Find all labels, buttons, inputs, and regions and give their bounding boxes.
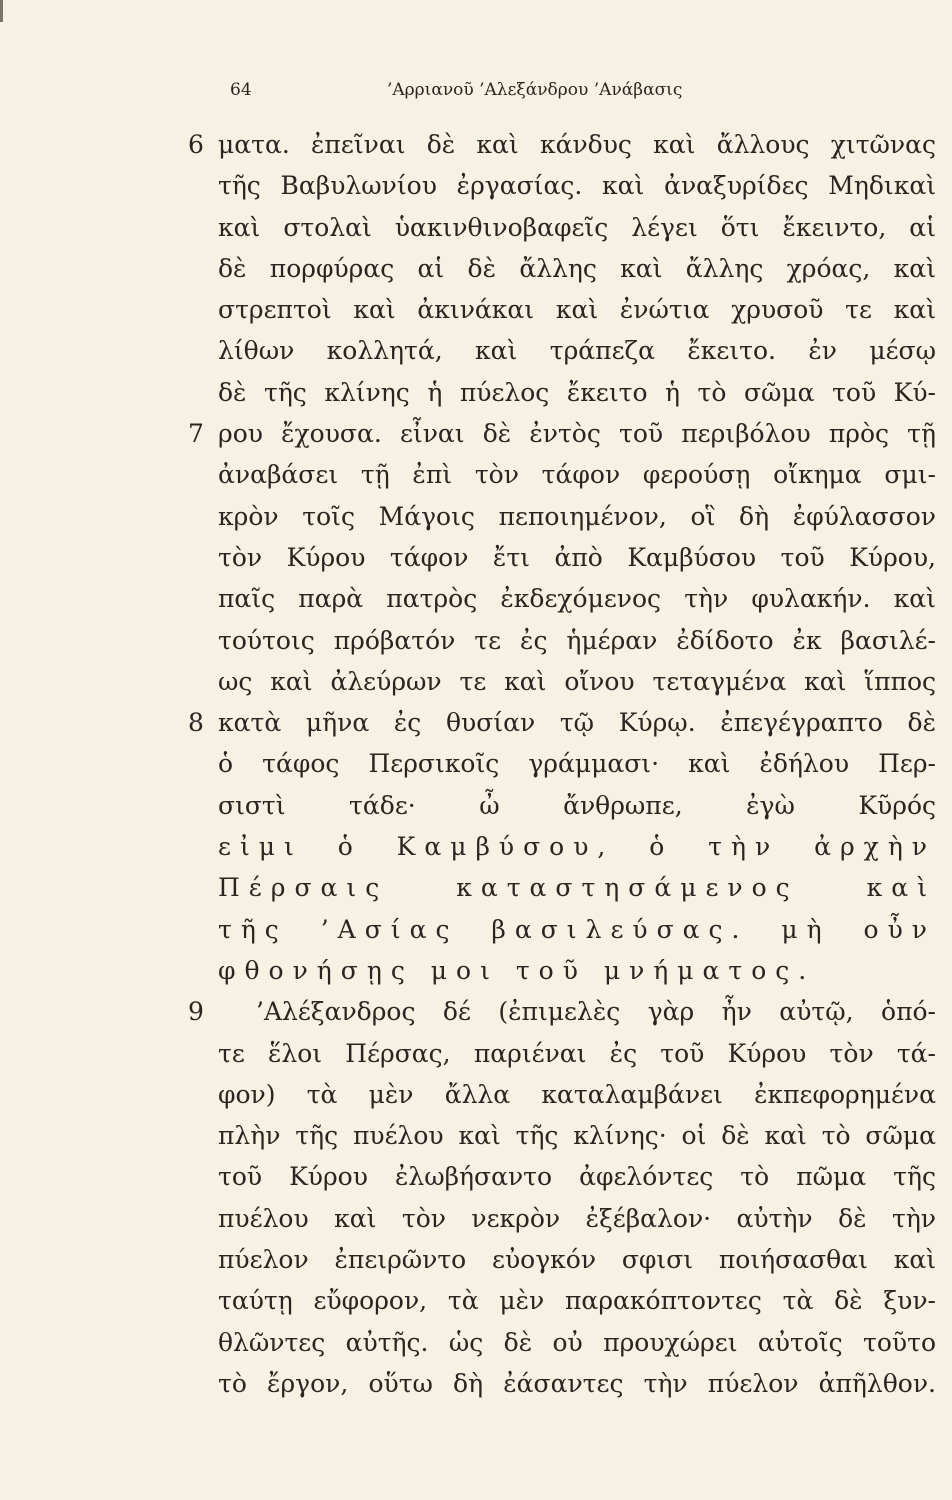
text-line: δὲ τῆς κλίνης ἡ πύελος ἔκειτο ἡ τὸ σῶμα τοῦ Κύ-: [218, 377, 936, 407]
text-line: πλὴν τῆς πυέλου καὶ τῆς κλίνης· οἱ δὲ καὶ τὸ σῶμα: [218, 1121, 936, 1151]
text-line: φον) τὰ μὲν ἄλλα καταλαμβάνει ἐκπεφορημένα: [218, 1079, 936, 1109]
text-line: τούτοις πρόβατόν τε ἐς ἡμέραν ἐδίδοτο ἐκ βασιλέ-: [218, 625, 936, 655]
text-line: τῆς Βαβυλωνίου ἐργασίας. καὶ ἀναξυρίδες Μηδικαὶ: [218, 171, 936, 201]
text-line: στρεπτοὶ καὶ ἀκινάκαι καὶ ἐνώτια χρυσοῦ τε καὶ: [218, 295, 936, 325]
text-line: πύελον ἐπειρῶντο εὐογκόν σφισι ποιήσασθαι καὶ: [218, 1245, 936, 1275]
text-line: λίθων κολλητά, καὶ τράπεζα ἔκειτο. ἐν μέσῳ: [218, 336, 936, 366]
text-line: πυέλου καὶ τὸν νεκρὸν ἐξέβαλον· αὐτὴν δὲ τὴν: [218, 1203, 936, 1233]
text-line: κρὸν τοῖς Μάγοις πεποιημένον, οἳ δὴ ἐφύλασσον: [218, 501, 936, 531]
section-number-9: 9: [188, 997, 204, 1026]
section-number-6: 6: [188, 130, 204, 159]
text-line: ως καὶ ἀλεύρων τε καὶ οἴνου τεταγμένα καὶ ἵππος: [218, 666, 936, 696]
text-line: σιστὶ τάδε· ὦ ἄνθρωπε, ἐγὼ Κῦρός: [218, 790, 936, 820]
inscription-line: Πέρσαις καταστησάμενος καὶ: [218, 873, 936, 903]
text-line: κατὰ μῆνα ἐς θυσίαν τῷ Κύρῳ. ἐπεγέγραπτο δὲ: [218, 708, 936, 738]
text-line: ταύτῃ εὔφορον, τὰ μὲν παρακόπτοντες τὰ δὲ ξυν-: [218, 1286, 936, 1316]
text-line: τὸ ἔργον, οὕτω δὴ ἐάσαντες τὴν πύελον ἀπῆλθον.: [218, 1368, 936, 1398]
text-line: τὸν Κύρου τάφον ἔτι ἀπὸ Καμβύσου τοῦ Κύρου,: [218, 542, 936, 572]
body-text: [218, 124, 936, 1404]
inscription-line: εἰμι ὁ Καμβύσου, ὁ τὴν ἀρχὴν: [218, 832, 936, 862]
inscription-line: τῆς ’Ασίας βασιλεύσας. μὴ οὖν: [218, 914, 936, 944]
text-line: τε ἕλοι Πέρσας, παριέναι ἐς τοῦ Κύρου τὸν τά-: [218, 1038, 936, 1068]
running-head: [230, 76, 750, 104]
text-line: καὶ στολαὶ ὑακινθινοβαφεῖς λέγει ὅτι ἔκειντο, αἱ: [218, 212, 936, 242]
text-line: ’Αλέξανδρος δέ (ἐπιμελὲς γὰρ ἦν αὐτῷ, ὁπό-: [256, 997, 936, 1027]
text-line: ρου ἔχουσα. εἶναι δὲ ἐντὸς τοῦ περιβόλου πρὸς τῇ: [218, 419, 936, 449]
running-title: ’Αρριανοῦ ’Αλεξάνδρου ’Ανάβασις: [387, 80, 683, 100]
text-line: θλῶντες αὐτῆς. ὡς δὲ οὐ προυχώρει αὐτοῖς τοῦτο: [218, 1327, 936, 1357]
section-number-8: 8: [188, 708, 204, 737]
text-line: παῖς παρὰ πατρὸς ἐκδεχόμενος τὴν φυλακήν. καὶ: [218, 584, 936, 614]
text-line: δὲ πορφύρας αἱ δὲ ἄλλης καὶ ἄλλης χρόας, καὶ: [218, 253, 936, 283]
section-number-7: 7: [188, 419, 204, 448]
text-line: τοῦ Κύρου ἐλωβήσαντο ἀφελόντες τὸ πῶμα τῆς: [218, 1162, 936, 1192]
margin-rule: [0, 0, 3, 22]
text-line: ἀναβάσει τῇ ἐπὶ τὸν τάφον φερούσῃ οἴκημα σμι-: [218, 460, 936, 490]
inscription-line: φθονήσῃς μοι τοῦ μνήματος.: [218, 955, 816, 985]
text-line: ὁ τάφος Περσικοῖς γράμμασι· καὶ ἐδήλου Περ-: [218, 749, 936, 779]
text-line: ματα. ἐπεῖναι δὲ καὶ κάνδυς καὶ ἄλλους χιτῶνας: [218, 130, 936, 159]
page-number: 64: [230, 80, 252, 100]
